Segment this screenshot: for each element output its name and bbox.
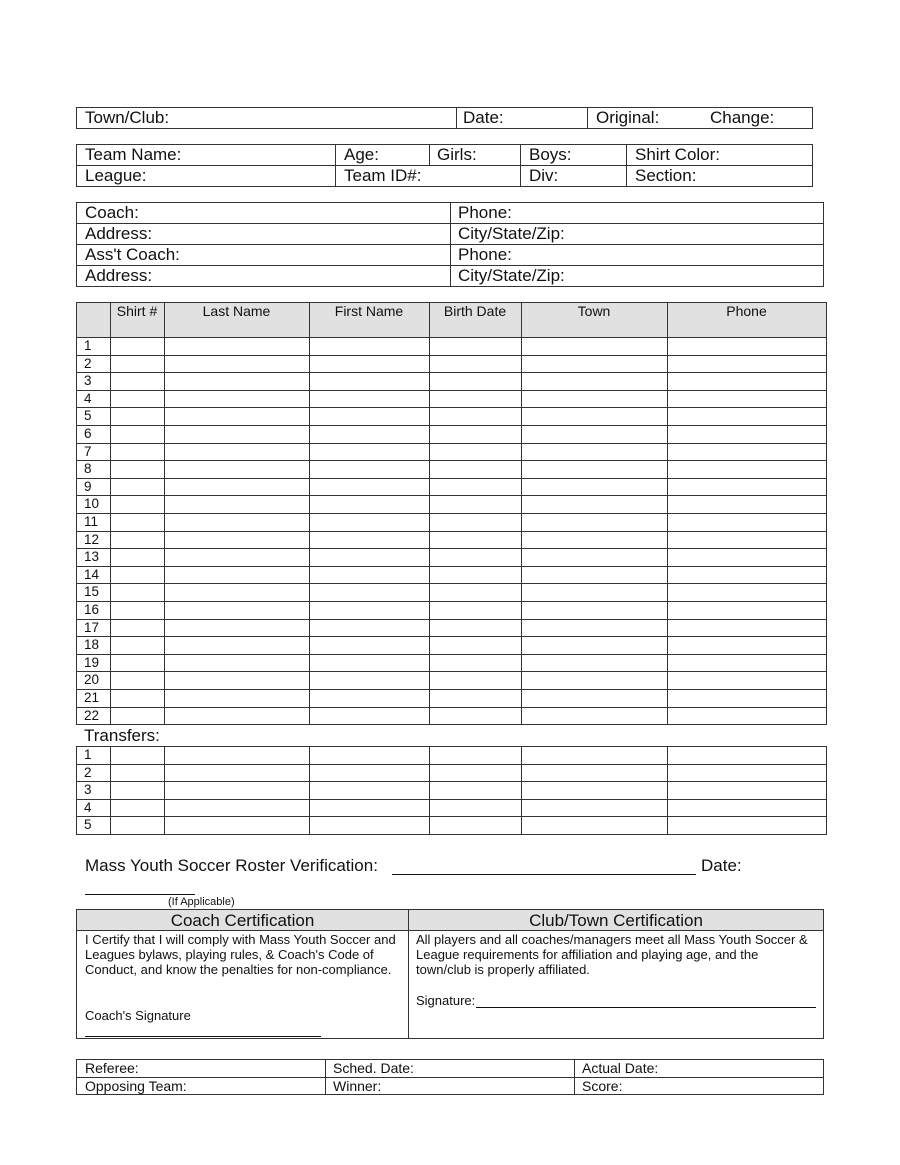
divider (626, 144, 627, 187)
roster-town-cell[interactable] (522, 461, 667, 478)
roster-row-number: 5 (84, 408, 92, 424)
roster-row-number: 4 (84, 390, 92, 406)
roster-phone-cell[interactable] (668, 356, 826, 373)
roster-birth-date-cell[interactable] (430, 373, 521, 390)
roster-birth-date-cell[interactable] (430, 620, 521, 637)
roster-row-number: 19 (84, 654, 100, 670)
roster-row-number: 21 (84, 690, 100, 705)
roster-last-name-cell[interactable] (165, 567, 309, 584)
roster-last-name-cell[interactable] (165, 461, 309, 478)
roster-town-cell[interactable] (522, 514, 667, 531)
div-field[interactable]: Div: (529, 166, 559, 185)
roster-birth-date-cell[interactable] (430, 338, 521, 355)
transfers-town-cell[interactable] (522, 782, 667, 799)
roster-first-name-cell[interactable] (310, 690, 429, 707)
roster-last-name-cell[interactable] (165, 391, 309, 408)
roster-town-cell[interactable] (522, 479, 667, 496)
transfers-first-name-cell[interactable] (310, 765, 429, 782)
roster-birth-date-cell[interactable] (430, 391, 521, 408)
transfers-row-number: 4 (84, 799, 92, 815)
roster-town-cell[interactable] (522, 602, 667, 619)
roster-birth-date-cell[interactable] (430, 426, 521, 443)
roster-phone-cell[interactable] (668, 637, 826, 654)
roster-town-cell[interactable] (522, 444, 667, 461)
roster-town-cell[interactable] (522, 690, 667, 707)
roster-shirt-cell[interactable] (111, 655, 164, 672)
transfers-birth-date-cell[interactable] (430, 817, 521, 834)
roster-first-name-cell[interactable] (310, 356, 429, 373)
roster-row-number: 14 (84, 566, 100, 582)
roster-first-name-cell[interactable] (310, 549, 429, 566)
roster-row-number: 22 (84, 707, 100, 723)
verification-date-line[interactable] (85, 894, 195, 895)
transfers-birth-date-cell[interactable] (430, 747, 521, 764)
actual-date-field[interactable]: Actual Date: (582, 1060, 659, 1076)
roster-first-name-cell[interactable] (310, 602, 429, 619)
roster-phone-cell[interactable] (668, 532, 826, 549)
coach-field[interactable]: Coach: (85, 203, 139, 222)
date-field[interactable]: Date: (463, 108, 504, 127)
roster-first-name-cell[interactable] (310, 514, 429, 531)
divider (76, 1077, 824, 1078)
shirt-color-field[interactable]: Shirt Color: (635, 145, 721, 164)
asst-address-field[interactable]: Address: (85, 266, 153, 285)
roster-birth-date-cell[interactable] (430, 655, 521, 672)
transfers-last-name-cell[interactable] (165, 765, 309, 782)
coach-phone-field[interactable]: Phone: (458, 203, 512, 222)
roster-first-name-cell[interactable] (310, 708, 429, 725)
roster-phone-cell[interactable] (668, 461, 826, 478)
age-field[interactable]: Age: (344, 145, 379, 164)
transfers-town-cell[interactable] (522, 800, 667, 817)
roster-last-name-cell[interactable] (165, 584, 309, 601)
roster-first-name-cell[interactable] (310, 426, 429, 443)
transfers-birth-date-cell[interactable] (430, 782, 521, 799)
roster-shirt-cell[interactable] (111, 708, 164, 725)
roster-birth-date-cell[interactable] (430, 479, 521, 496)
header-info-box (76, 107, 813, 129)
roster-first-name-cell[interactable] (310, 338, 429, 355)
transfers-first-name-cell[interactable] (310, 747, 429, 764)
roster-town-cell[interactable] (522, 426, 667, 443)
birth-date-col-header: Birth Date (443, 303, 507, 319)
roster-last-name-cell[interactable] (165, 655, 309, 672)
roster-town-cell[interactable] (522, 655, 667, 672)
roster-birth-date-cell[interactable] (430, 708, 521, 725)
roster-row-number: 2 (84, 355, 92, 371)
roster-first-name-cell[interactable] (310, 444, 429, 461)
transfers-row-number: 5 (84, 817, 92, 833)
original-field[interactable]: Original: (596, 108, 660, 127)
roster-last-name-cell[interactable] (165, 514, 309, 531)
verification-date-label: Date: (701, 856, 742, 875)
roster-birth-date-cell[interactable] (430, 461, 521, 478)
roster-shirt-cell[interactable] (111, 620, 164, 637)
transfers-birth-date-cell[interactable] (430, 765, 521, 782)
verification-signature-line[interactable] (392, 874, 696, 875)
roster-shirt-cell[interactable] (111, 426, 164, 443)
roster-shirt-cell[interactable] (111, 356, 164, 373)
verification-label: Mass Youth Soccer Roster Verification: (85, 856, 378, 875)
roster-shirt-cell[interactable] (111, 584, 164, 601)
transfers-phone-cell[interactable] (668, 817, 826, 834)
roster-birth-date-cell[interactable] (430, 637, 521, 654)
roster-shirt-cell[interactable] (111, 514, 164, 531)
roster-shirt-cell[interactable] (111, 690, 164, 707)
asst-city-field[interactable]: City/State/Zip: (458, 266, 565, 285)
roster-last-name-cell[interactable] (165, 708, 309, 725)
shirt-col-header: Shirt # (116, 303, 158, 319)
first-name-col-header: First Name (334, 303, 404, 319)
transfers-town-cell[interactable] (522, 765, 667, 782)
transfers-row-number: 1 (84, 747, 92, 762)
roster-shirt-cell[interactable] (111, 479, 164, 496)
roster-birth-date-cell[interactable] (430, 690, 521, 707)
roster-birth-date-cell[interactable] (430, 584, 521, 601)
roster-row-number: 18 (84, 637, 100, 653)
phone-col-header: Phone (726, 303, 767, 319)
if-applicable-note: (If Applicable) (168, 896, 235, 908)
roster-town-cell[interactable] (522, 620, 667, 637)
roster-town-cell[interactable] (522, 408, 667, 425)
roster-row-number: 17 (84, 619, 100, 635)
roster-phone-cell[interactable] (668, 373, 826, 390)
asst-phone-field[interactable]: Phone: (458, 245, 512, 264)
roster-phone-cell[interactable] (668, 584, 826, 601)
roster-phone-cell[interactable] (668, 567, 826, 584)
transfers-birth-date-cell[interactable] (430, 800, 521, 817)
roster-shirt-cell[interactable] (111, 672, 164, 689)
transfers-last-name-cell[interactable] (165, 817, 309, 834)
team-id-field[interactable]: Team ID#: (344, 166, 422, 185)
roster-shirt-cell[interactable] (111, 408, 164, 425)
roster-first-name-cell[interactable] (310, 496, 429, 513)
league-field[interactable]: League: (85, 166, 147, 185)
transfers-phone-cell[interactable] (668, 765, 826, 782)
club-certification-text: All players and all coaches/managers meet all Mass Youth Soccer & League requirements for affiliation and playing age, and the town/club is properly affiliated. (416, 932, 808, 977)
roster-town-cell[interactable] (522, 672, 667, 689)
roster-last-name-cell[interactable] (165, 496, 309, 513)
roster-birth-date-cell[interactable] (430, 408, 521, 425)
sched-date-field[interactable]: Sched. Date: (333, 1060, 414, 1076)
roster-town-cell[interactable] (522, 637, 667, 654)
roster-shirt-cell[interactable] (111, 373, 164, 390)
transfers-shirt-cell[interactable] (111, 747, 164, 764)
roster-first-name-cell[interactable] (310, 655, 429, 672)
roster-row-number: 7 (84, 443, 92, 459)
roster-last-name-cell[interactable] (165, 620, 309, 637)
transfers-shirt-cell[interactable] (111, 800, 164, 817)
roster-phone-cell[interactable] (668, 391, 826, 408)
roster-birth-date-cell[interactable] (430, 444, 521, 461)
roster-birth-date-cell[interactable] (430, 514, 521, 531)
transfers-last-name-cell[interactable] (165, 747, 309, 764)
coach-signature-line[interactable] (85, 1036, 321, 1037)
roster-first-name-cell[interactable] (310, 391, 429, 408)
transfers-row-number: 3 (84, 782, 92, 798)
roster-birth-date-cell[interactable] (430, 549, 521, 566)
roster-last-name-cell[interactable] (165, 602, 309, 619)
winner-field[interactable]: Winner: (333, 1078, 382, 1094)
divider (520, 144, 521, 187)
roster-phone-cell[interactable] (668, 690, 826, 707)
divider (335, 144, 336, 187)
roster-first-name-cell[interactable] (310, 584, 429, 601)
transfers-first-name-cell[interactable] (310, 800, 429, 817)
roster-row-number: 13 (84, 549, 100, 565)
transfers-shirt-cell[interactable] (111, 817, 164, 834)
transfers-first-name-cell[interactable] (310, 782, 429, 799)
girls-field[interactable]: Girls: (437, 145, 477, 164)
roster-town-cell[interactable] (522, 532, 667, 549)
referee-field[interactable]: Referee: (85, 1060, 139, 1076)
transfers-phone-cell[interactable] (668, 782, 826, 799)
town-club-field[interactable]: Town/Club: (85, 108, 170, 127)
roster-birth-date-cell[interactable] (430, 567, 521, 584)
roster-first-name-cell[interactable] (310, 672, 429, 689)
section-field[interactable]: Section: (635, 166, 697, 185)
roster-shirt-cell[interactable] (111, 637, 164, 654)
roster-phone-cell[interactable] (668, 496, 826, 513)
roster-town-cell[interactable] (522, 549, 667, 566)
roster-birth-date-cell[interactable] (430, 672, 521, 689)
roster-town-cell[interactable] (522, 496, 667, 513)
roster-last-name-cell[interactable] (165, 338, 309, 355)
roster-row-number: 10 (84, 496, 100, 512)
last-name-col-header: Last Name (202, 303, 271, 319)
divider (587, 107, 588, 129)
roster-row-number: 15 (84, 584, 100, 600)
club-certification-title: Club/Town Certification (529, 911, 703, 930)
roster-town-cell[interactable] (522, 356, 667, 373)
roster-first-name-cell[interactable] (310, 567, 429, 584)
roster-shirt-cell[interactable] (111, 461, 164, 478)
transfers-town-cell[interactable] (522, 747, 667, 764)
roster-last-name-cell[interactable] (165, 426, 309, 443)
roster-town-cell[interactable] (522, 567, 667, 584)
coach-certification-title: Coach Certification (170, 911, 315, 930)
roster-row-number: 16 (84, 602, 100, 617)
roster-town-cell[interactable] (522, 584, 667, 601)
roster-phone-cell[interactable] (668, 444, 826, 461)
roster-first-name-cell[interactable] (310, 461, 429, 478)
coach-certification-text: I Certify that I will comply with Mass Youth Soccer and Leagues bylaws, playing rules, & Coach's Code of Conduct, and know the penalties for non-compliance. (85, 932, 396, 977)
transfers-last-name-cell[interactable] (165, 782, 309, 799)
roster-last-name-cell[interactable] (165, 479, 309, 496)
roster-row-number: 8 (84, 461, 92, 477)
roster-phone-cell[interactable] (668, 338, 826, 355)
divider (574, 1059, 575, 1095)
roster-last-name-cell[interactable] (165, 549, 309, 566)
roster-birth-date-cell[interactable] (430, 356, 521, 373)
divider (325, 1059, 326, 1095)
roster-first-name-cell[interactable] (310, 620, 429, 637)
coach-signature-label: Coach's Signature (85, 1008, 191, 1023)
town-col-header: Town (577, 303, 611, 319)
transfers-town-cell[interactable] (522, 817, 667, 834)
divider (429, 144, 430, 166)
roster-birth-date-cell[interactable] (430, 532, 521, 549)
roster-shirt-cell[interactable] (111, 532, 164, 549)
roster-shirt-cell[interactable] (111, 444, 164, 461)
roster-shirt-cell[interactable] (111, 338, 164, 355)
team-name-field[interactable]: Team Name: (85, 145, 182, 164)
roster-phone-cell[interactable] (668, 708, 826, 725)
transfers-row-number: 2 (84, 764, 92, 780)
roster-shirt-cell[interactable] (111, 391, 164, 408)
roster-phone-cell[interactable] (668, 408, 826, 425)
roster-last-name-cell[interactable] (165, 532, 309, 549)
roster-last-name-cell[interactable] (165, 637, 309, 654)
transfers-first-name-cell[interactable] (310, 817, 429, 834)
roster-shirt-cell[interactable] (111, 496, 164, 513)
asst-coach-field[interactable]: Ass't Coach: (85, 245, 180, 264)
roster-last-name-cell[interactable] (165, 690, 309, 707)
roster-shirt-cell[interactable] (111, 549, 164, 566)
roster-phone-cell[interactable] (668, 549, 826, 566)
roster-town-cell[interactable] (522, 373, 667, 390)
roster-birth-date-cell[interactable] (430, 602, 521, 619)
divider (450, 202, 451, 287)
roster-town-cell[interactable] (522, 391, 667, 408)
roster-first-name-cell[interactable] (310, 479, 429, 496)
roster-phone-cell[interactable] (668, 426, 826, 443)
roster-shirt-cell[interactable] (111, 567, 164, 584)
opposing-team-field[interactable]: Opposing Team: (85, 1078, 187, 1094)
club-signature-label: Signature: (416, 993, 476, 1008)
roster-last-name-cell[interactable] (165, 672, 309, 689)
transfers-shirt-cell[interactable] (111, 782, 164, 799)
roster-birth-date-cell[interactable] (430, 496, 521, 513)
transfers-shirt-cell[interactable] (111, 765, 164, 782)
transfers-title: Transfers: (84, 726, 160, 745)
roster-last-name-cell[interactable] (165, 373, 309, 390)
roster-row-number: 11 (84, 514, 99, 529)
transfers-last-name-cell[interactable] (165, 800, 309, 817)
roster-phone-cell[interactable] (668, 602, 826, 619)
transfers-phone-cell[interactable] (668, 800, 826, 817)
boys-field[interactable]: Boys: (529, 145, 572, 164)
score-field[interactable]: Score: (582, 1078, 623, 1094)
roster-row-number: 3 (84, 373, 92, 389)
club-signature-line[interactable] (476, 1007, 816, 1008)
roster-town-cell[interactable] (522, 708, 667, 725)
roster-phone-cell[interactable] (668, 655, 826, 672)
roster-last-name-cell[interactable] (165, 408, 309, 425)
roster-last-name-cell[interactable] (165, 356, 309, 373)
roster-phone-cell[interactable] (668, 672, 826, 689)
change-field[interactable]: Change: (710, 108, 775, 127)
coach-address-field[interactable]: Address: (85, 224, 153, 243)
roster-row-number: 6 (84, 426, 92, 441)
roster-last-name-cell[interactable] (165, 444, 309, 461)
roster-first-name-cell[interactable] (310, 637, 429, 654)
coach-city-field[interactable]: City/State/Zip: (458, 224, 565, 243)
roster-phone-cell[interactable] (668, 514, 826, 531)
roster-first-name-cell[interactable] (310, 408, 429, 425)
divider (76, 165, 813, 166)
roster-row-number: 9 (84, 478, 92, 494)
roster-first-name-cell[interactable] (310, 373, 429, 390)
roster-row-number: 12 (84, 531, 100, 547)
divider (456, 107, 457, 129)
transfers-phone-cell[interactable] (668, 747, 826, 764)
roster-row-number: 1 (84, 338, 92, 353)
roster-phone-cell[interactable] (668, 479, 826, 496)
roster-phone-cell[interactable] (668, 620, 826, 637)
roster-first-name-cell[interactable] (310, 532, 429, 549)
roster-town-cell[interactable] (522, 338, 667, 355)
roster-shirt-cell[interactable] (111, 602, 164, 619)
roster-row-number: 20 (84, 672, 100, 688)
